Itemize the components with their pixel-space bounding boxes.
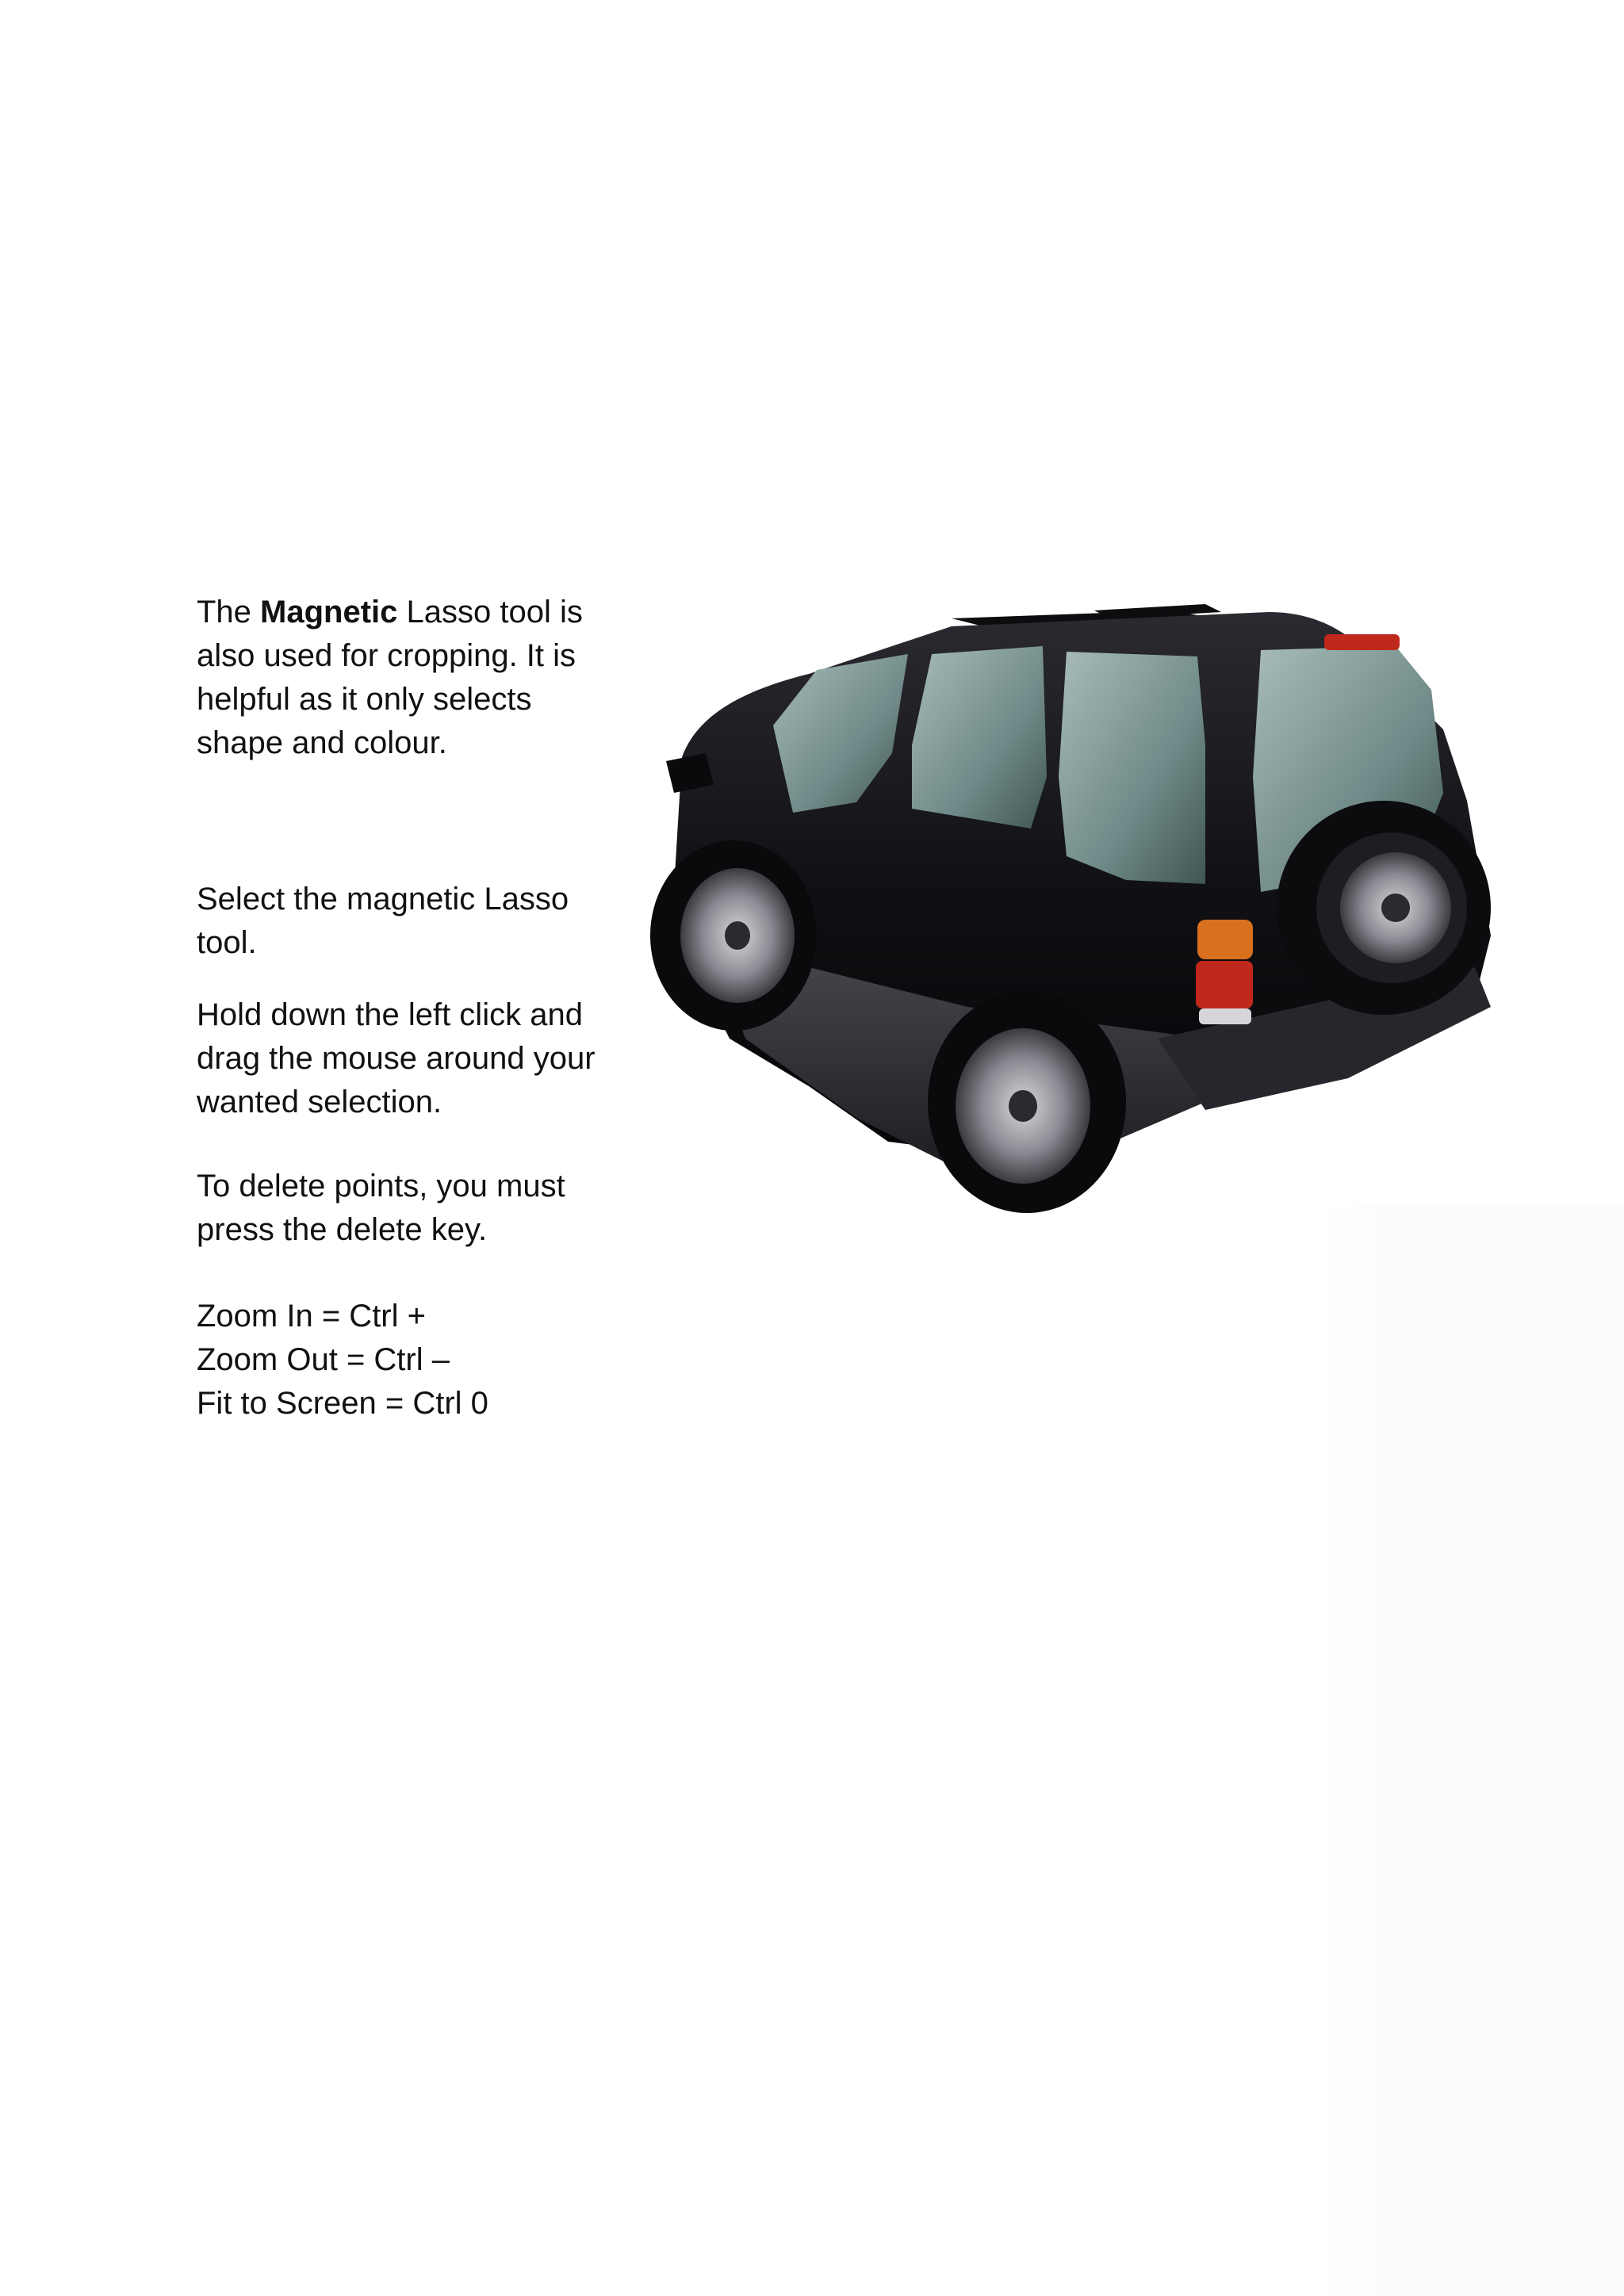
page-shadow [1316, 1205, 1624, 2296]
middle-window [912, 646, 1047, 828]
tail-light-reverse [1199, 1008, 1251, 1024]
intro-line-2: also used for cropping. It is [197, 638, 576, 673]
shortcuts-list [197, 1295, 641, 1425]
zoom-in-shortcut: Zoom In = Ctrl + [197, 1299, 426, 1334]
select-line-2: tool. [197, 925, 257, 960]
rear-side-window [1059, 652, 1205, 884]
spare-tire [1277, 801, 1491, 1015]
intro-lead: The [197, 595, 261, 629]
hold-line-3: wanted selection. [197, 1085, 442, 1119]
suv-image [650, 595, 1594, 1237]
zoom-out-shortcut: Zoom Out = Ctrl – [197, 1342, 450, 1377]
tail-light-indicator [1197, 920, 1253, 959]
intro-rest: Lasso tool is [397, 595, 583, 629]
intro-line-4: shape and colour. [197, 725, 447, 760]
hold-line-2: drag the mouse around your [197, 1041, 596, 1076]
select-step [197, 878, 641, 965]
rear-wheel [928, 991, 1126, 1213]
intro-line-1 [197, 591, 641, 634]
fit-screen-shortcut: Fit to Screen = Ctrl 0 [197, 1386, 488, 1421]
third-brake-light [1324, 634, 1400, 650]
front-wheel [650, 840, 817, 1031]
hold-line-1: Hold down the left click and [197, 997, 583, 1032]
intro-line-3: helpful as it only selects [197, 682, 532, 717]
select-line-1: Select the magnetic Lasso [197, 882, 569, 916]
intro-paragraph [197, 591, 641, 765]
intro-bold-word: Magnetic [260, 595, 398, 629]
hold-step [197, 993, 641, 1124]
tail-light [1196, 961, 1253, 1008]
delete-step [197, 1165, 641, 1252]
delete-line-2: press the delete key. [197, 1212, 488, 1247]
delete-line-1: To delete points, you must [197, 1169, 565, 1203]
